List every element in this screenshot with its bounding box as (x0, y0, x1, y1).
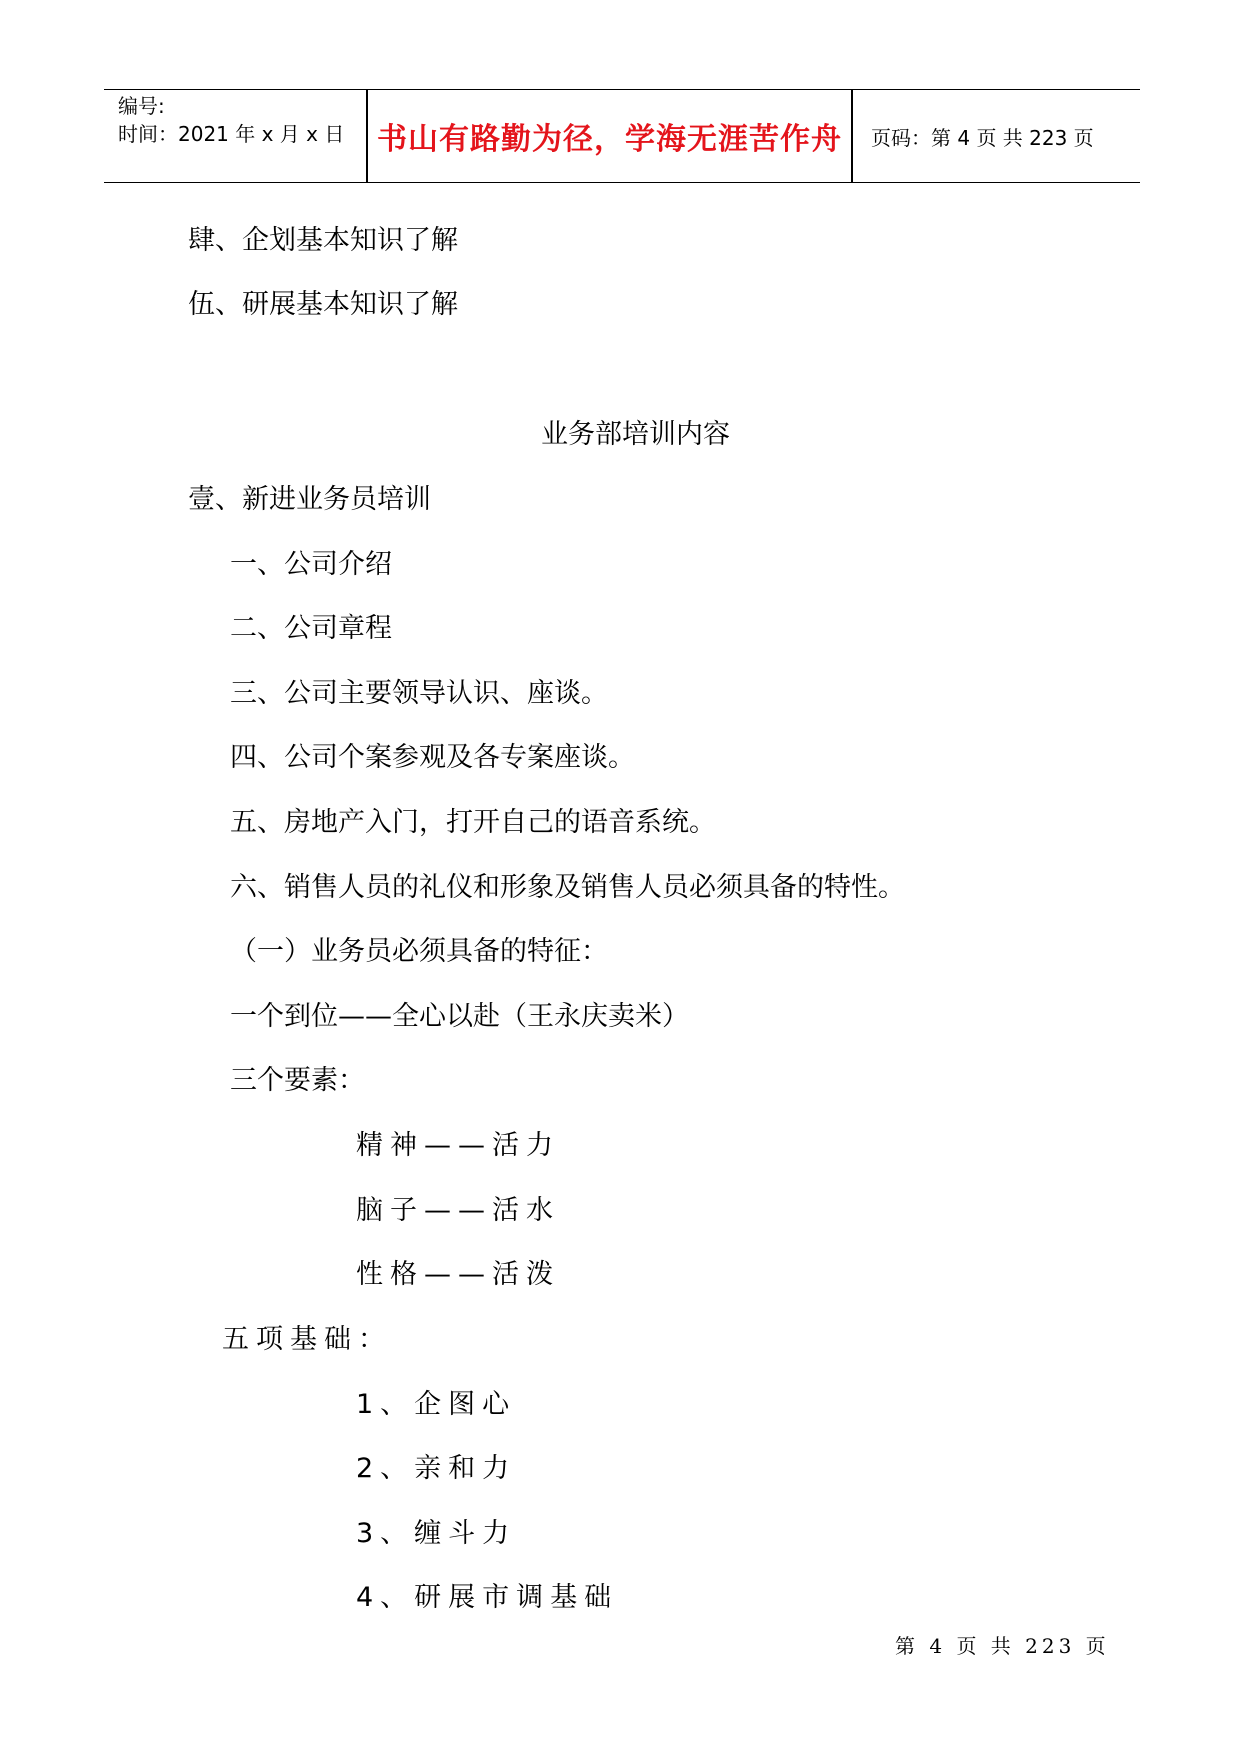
basic-item: 3、缠斗力 (356, 1518, 517, 1549)
list-item: 二、公司章程 (230, 613, 392, 644)
header-time-label: 时间：2021 年 x 月 x 日 (118, 122, 345, 146)
page-footer: 第 4 页 共 223 页 (895, 1634, 1110, 1658)
page-header (104, 89, 1140, 183)
basic-item: 4、研展市调基础 (356, 1582, 619, 1613)
list-item: 六、销售人员的礼仪和形象及销售人员必须具备的特性。 (230, 872, 905, 903)
section-title: 业务部培训内容 (541, 419, 730, 450)
basic-item: 2、亲和力 (356, 1453, 517, 1484)
header-number-label: 编号: (118, 94, 165, 118)
one-place-line: 一个到位——全心以赴（王永庆卖米） (230, 1001, 689, 1032)
five-basics-label: 五项基础： (222, 1324, 392, 1355)
list-item: 五、房地产入门，打开自己的语音系统。 (230, 807, 716, 838)
list-item: 三、公司主要领导认识、座谈。 (230, 678, 608, 709)
list-item: 一、公司介绍 (230, 549, 392, 580)
header-page-label: 页码：第 4 页 共 223 页 (871, 125, 1094, 150)
element-item: 性格——活泼 (356, 1259, 560, 1290)
three-elements-label: 三个要素： (230, 1065, 365, 1096)
list-item: 四、公司个案参观及各专案座谈。 (230, 742, 635, 773)
outline-item-5: 伍、研展基本知识了解 (188, 289, 458, 320)
element-item: 精神——活力 (356, 1130, 560, 1161)
element-item: 脑子——活水 (356, 1195, 560, 1226)
basic-item: 1、企图心 (356, 1389, 517, 1420)
header-info (118, 92, 368, 148)
header-motto: 书山有路勤为径，学海无涯苦作舟 (377, 122, 842, 157)
header-divider (851, 90, 853, 182)
outline-item-4: 肆、企划基本知识了解 (188, 225, 458, 256)
section-heading: 壹、新进业务员培训 (188, 484, 431, 515)
subsection-heading: （一）业务员必须具备的特征： (230, 936, 608, 967)
